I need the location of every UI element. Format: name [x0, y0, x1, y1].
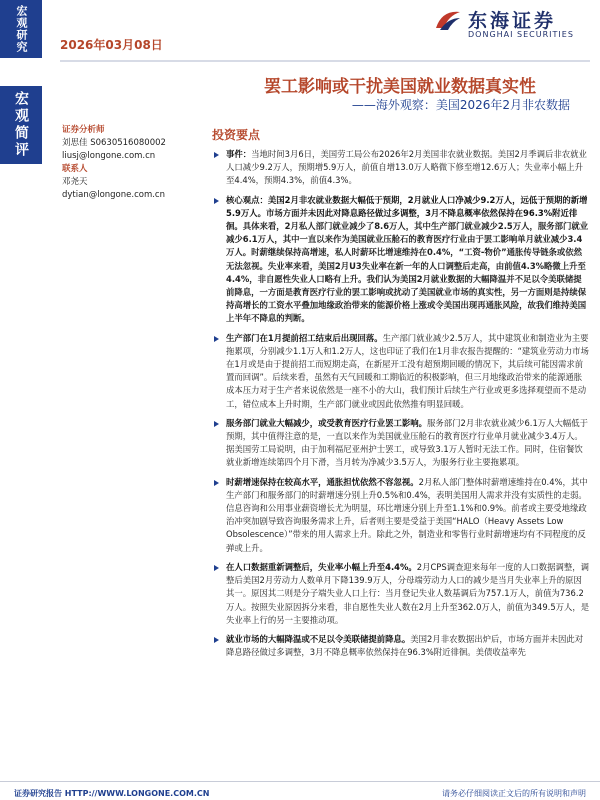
analyst-label: 证券分析师: [62, 125, 105, 135]
bullet-text: 2月私人部门整体时薪增速维持在0.4%，其中生产部门和服务部门的时薪增速分别上升0.5%和0.4%，表明美国用人需求并没有实质性的走弱。信息咨询和公用事业薪资增长尤为明显，环比增速分别上升至1.1%和0.9%。前者或主要受地缘政治冲突加剧导致咨询服务需求上升，后者则主要是受益于美国“HALO（Heavy Assets Low Obsolescence）”带来的用人需求上升。除此之外，制造业和零售行业时薪增速均有不同程度的反弹或上升。: [226, 476, 588, 553]
footer-divider: [0, 781, 600, 782]
bullet-heading: 事件：: [226, 149, 252, 159]
header-divider: [60, 60, 590, 62]
report-title: 罢工影响或干扰美国就业数据真实性: [264, 77, 536, 97]
contact-email: dytian@longone.com.cn: [62, 190, 165, 200]
bullet-fed: [212, 633, 590, 659]
bullet-unemployment: [212, 561, 590, 627]
bullet-text: 当地时间3月6日，美国劳工局公布2026年2月美国非农就业数据。美国2月季调后非农就业人口减少9.2万人，预期增5.9万人，前值自增13.0万人略微下修至增12.6万人；失业率小幅上升至4.4%，预期4.3%，前值4.3%。: [226, 149, 587, 186]
logo-english-name: DONGHAI SECURITIES: [468, 30, 574, 39]
bullet-heading: 核心观点：美国2月非农就业数据大幅低于预期，2月就业人口净减少9.2万人，远低于预期的新增5.9万人。市场方面并未因此对降息路径做过多调整，3月不降息概率依然保持在96.3%附近徘徊。: [226, 194, 588, 232]
logo-mark-icon: [434, 8, 462, 32]
company-logo: [434, 4, 594, 42]
bullet-heading: 时薪增速保持在较高水平，通胀担忧依然不容忽视。: [226, 476, 419, 487]
report-date: 2026年03月08日: [60, 38, 163, 52]
sidebar-category-label: 宏观简评: [0, 86, 42, 164]
report-subtitle: ——海外观察：美国2026年2月非农数据: [351, 98, 570, 112]
contact-name: 邓尧天: [62, 177, 88, 187]
sidebar-top-label: 宏观研究: [0, 0, 42, 58]
analyst-name: 刘思佳: [62, 138, 88, 148]
section-title: 投资要点: [212, 128, 261, 142]
analyst-email: liusj@longone.com.cn: [62, 151, 156, 161]
bullet-core-view: [212, 194, 590, 326]
bullet-services: [212, 417, 590, 470]
footer-disclaimer: 请务必仔细阅读正文后的所有说明和声明: [442, 789, 586, 798]
bullet-event: [212, 148, 590, 188]
analyst-cert: S0630516080002: [90, 138, 166, 148]
bullet-heading: 服务部门就业大幅减少，或受教育医疗行业罢工影响。: [226, 417, 427, 428]
logo-chinese-name: 东海证券: [468, 10, 557, 32]
bullet-heading: 在人口数据重新调整后，失业率小幅上升至4.4%。: [226, 561, 417, 572]
report-body: [212, 148, 590, 778]
contact-label: 联系人: [62, 164, 88, 174]
bullet-heading: 就业市场的大幅降温或不足以令美联储提前降息。: [226, 633, 411, 644]
analyst-info: [62, 124, 202, 202]
bullet-production: [212, 332, 590, 411]
bullet-text: 美国2月非农数据出炉后，市场方面并未因此对降息路径做过多调整，3月不降息概率依然保持在96.3%附近徘徊。美债收益率先: [226, 633, 584, 658]
bullet-text: 生产部门就业减少2.5万人，其中建筑业和制造业为主要拖累项，分别减少1.1万人和1.2万人，这也印证了我们在1月非农报告提醒的：“建筑业劳动力市场在1月或是由于提前招工而短期走高，在新屋开工没有超预期回暖的情况下，其后续可能因需求前置而回调”。后续来看，虽然有天气回暖和工期临近的积极影响，但三月地缘政治带来的能源通胀成本压力对于生产者来说依然是一座不小的大山，我们预计后续生产行业或更多选择观望而不是动工，错位成本上升时期，生产部门就业或因此依然推有明显回暖。: [226, 332, 589, 409]
footer-website[interactable]: 证券研究报告 HTTP://WWW.LONGONE.COM.CN: [14, 789, 210, 798]
bullet-wages: [212, 476, 590, 555]
bullet-text: 具体来看，2月私人部门就业减少了8.6万人，其中生产部门就业减少2.5万人，服务部门就业减少6.1万人，其中一直以来作为美国就业压舱石的教育医疗行业由于罢工影响单月就业减少3.4万人。时薪继续保持高增速，私人时薪环比增速维持在0.4%，“工资-物价”通胀传导链条或依然无法忽视。失业率来看，美国2月U3失业率在新一年的人口调整后走高，由前值4.3%略微上升至4.4%，非自愿性失业人口略有上升。我们认为美国2月就业数据的大幅降温并不足以令美联储提前降息，一方面是教育医疗行业的罢工影响或扰动了美国就业市场的真实性，另一方面则是持续保持高增长的工资水平叠加地缘政治带来的能源价格上涨或令美国出现再通胀风险，故我们维持美国上半年不降息的判断。: [226, 221, 589, 324]
bullet-text: 2月CPS调查迎来每年一度的人口数据调整，调整后美国2月劳动力人数单月下降139.9万人，分母端劳动力人口的减少是当月失业率上升的原因其一。原因其二则是分子端失业人口上行：当月登记失业人数基调后为757.1万人，前值为736.2万人。按照失业原因拆分来看，非自愿性失业人数在2月上升至362.0万人，前值为349.5万人，是失业率上行的另一主要推动项。: [226, 561, 590, 625]
bullet-heading: 生产部门在1月提前招工结束后出现回落。: [226, 332, 383, 343]
bullet-text: 服务部门2月非农就业减少6.1万人大幅低于预期，其中值得注意的是，一直以来作为美国就业压舱石的教育医疗行业单月就业减少3.4万人。据美国劳工局说明，由于加利福尼亚州护士罢工，或导致3.1万人暂时无法工作。同时，住宿餐饮就业新增连续第四个月下滑，当月转为净减少3.5万人，为服务行业主要拖累项。: [226, 417, 589, 468]
sidebar: [0, 0, 42, 800]
